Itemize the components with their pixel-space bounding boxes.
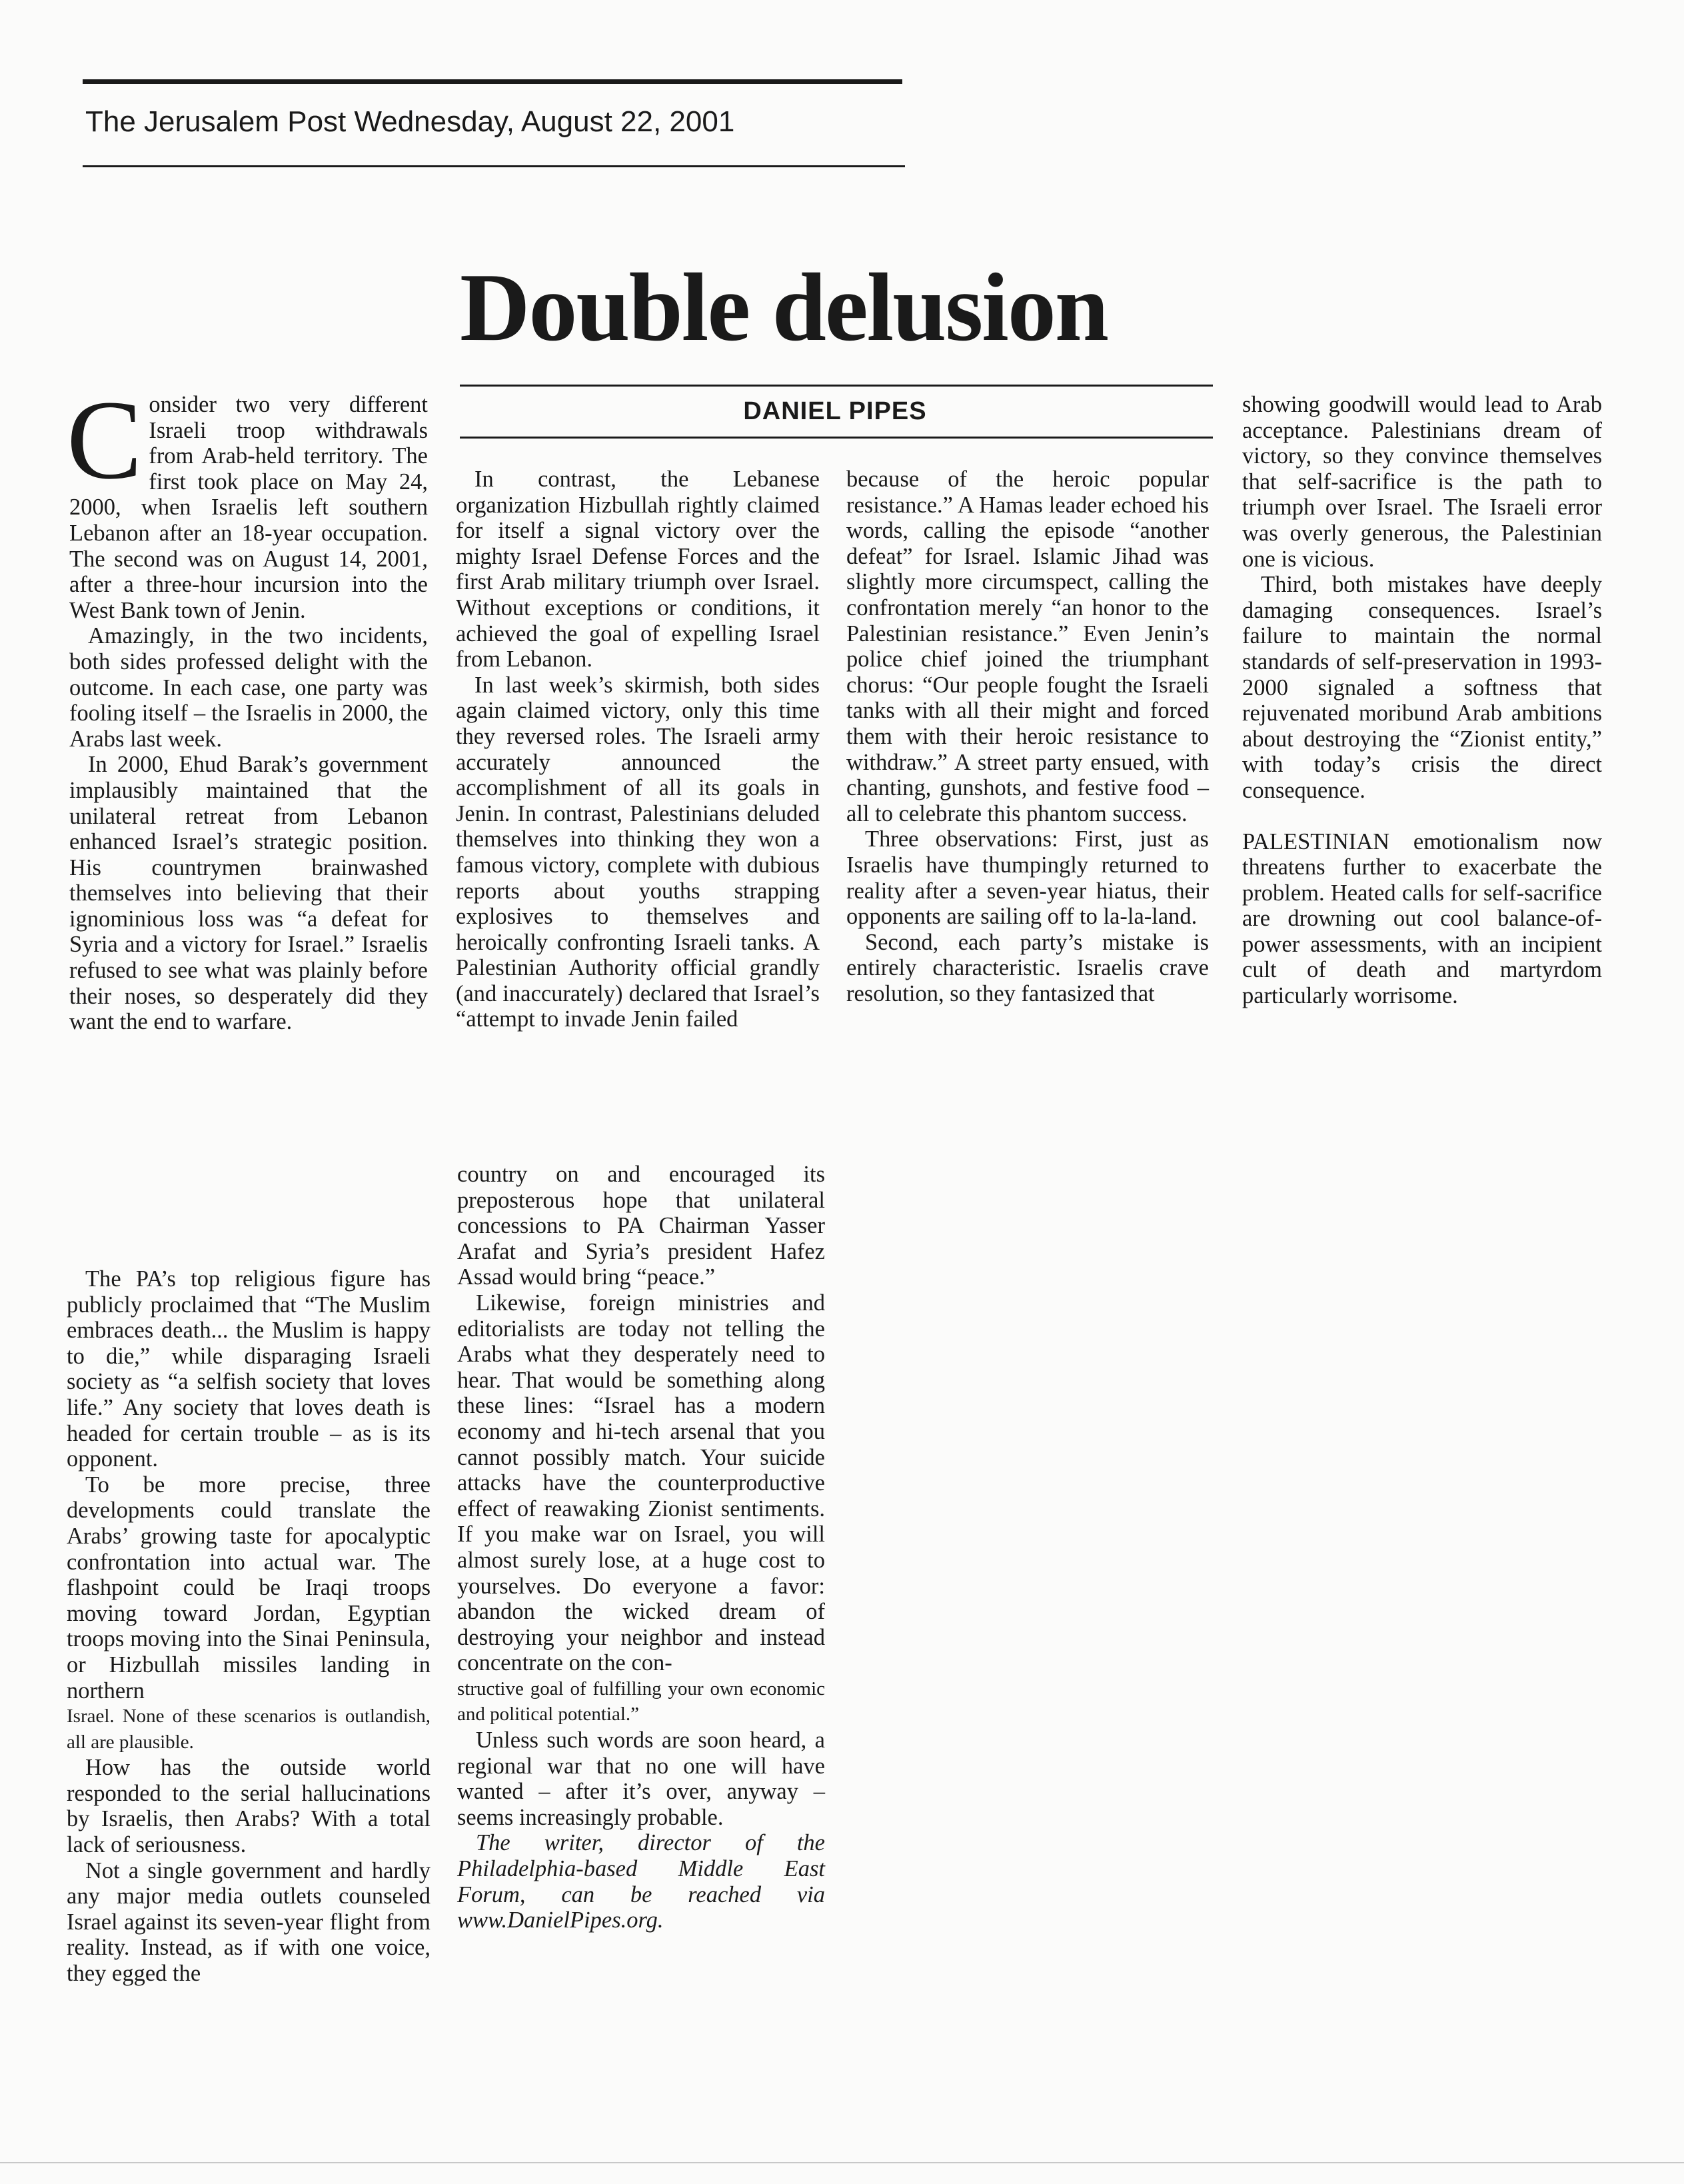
paragraph: How has the outside world responded to the serial hallucinations by Israelis, then Arabs? With a total lack of seriousness. bbox=[67, 1755, 430, 1858]
article-column-3 bbox=[846, 467, 1209, 1006]
paragraph: In last week’s skirmish, both sides again claimed victory, only this time they reversed roles. The Israeli army accurately announced the accomplishment of all its goals in Jenin. In contrast, Palestinians deluded themselves into thinking they won a famous victory, complete with dubious reports about youths strapping explosives to themselves and heroically confronting Israeli tanks. A Palestinian Authority official grandly (and inaccurately) declared that Israel’s “attempt to invade Jenin failed bbox=[456, 672, 820, 1032]
article-column-2 bbox=[456, 467, 820, 1032]
paragraph: country on and encouraged its preposterous hope that unilateral concessions to PA Chairman Yasser Arafat and Syria’s president Hafez Assad would bring “peace.” bbox=[457, 1162, 825, 1290]
paragraph: Likewise, foreign ministries and editorialists are today not telling the Arabs what they desperately need to hear. That would be something along these lines: “Israel has a modern economy and hi-tech arsenal that you cannot possibly match. Your suicide attacks have the counterproductive effect of reawaking Zionist sentiments. If you make war on Israel, you will almost surely lose, at a huge cost to yourselves. Do everyone a favor: abandon the wicked dream of destroying your neighbor and instead concentrate on the con- bbox=[457, 1290, 825, 1676]
masthead-top-rule bbox=[83, 79, 902, 84]
page-bottom-rule bbox=[0, 2162, 1684, 2163]
masthead-dateline: The Jerusalem Post Wednesday, August 22, 2001 bbox=[85, 105, 735, 138]
byline-top-rule bbox=[460, 385, 1213, 387]
paragraph: because of the heroic popular resistance.” A Hamas leader echoed his words, calling the episode “another defeat” for Israel. Islamic Jihad was slightly more circumspect, calling the confrontation merely “an honor to the Palestinian resistance.” Even Jenin’s police chief joined the triumphant chorus: “Our people fought the Israeli tanks with all their might and forced them with their heroic resistance to withdraw.” A street party ensued, with chanting, gunshots, and festive food – all to celebrate this phantom success. bbox=[846, 467, 1209, 826]
paragraph: Three observations: First, just as Israelis have thumpingly returned to reality after a seven-year hiatus, their opponents are sailing off to la-la-land. bbox=[846, 826, 1209, 930]
paragraph: Second, each party’s mistake is entirely characteristic. Israelis crave resolution, so they fantasized that bbox=[846, 929, 1209, 1006]
paragraph: Amazingly, in the two incidents, both sides professed delight with the outcome. In each case, one party was fooling itself – the Israelis in 2000, the Arabs last week. bbox=[69, 623, 428, 752]
paragraph: The PA’s top religious figure has publicly proclaimed that “The Muslim embraces death... the Muslim is happy to die,” while disparaging Israeli society as “a selfish society that loves life.” Any society that loves death is headed for certain trouble – as is its opponent. bbox=[67, 1266, 430, 1472]
article-column-1 bbox=[67, 377, 428, 1035]
paragraph: In contrast, the Lebanese organization Hizbullah rightly claimed for itself a signal victory over the mighty Israel Defense Forces and the first Arab military triumph over Israel. Without exceptions or conditions, it achieved the goal of expelling Israel from Lebanon. bbox=[456, 467, 820, 672]
paragraph: In 2000, Ehud Barak’s government implausibly maintained that the unilateral retreat from Lebanon enhanced Israel’s strategic position. His countrymen brainwashed themselves into believing that their ignominious loss was “a defeat for Syria and a victory for Israel.” Israelis refused to see what was plainly before their noses, so desperately did they want the end to warfare. bbox=[69, 752, 428, 1035]
paragraph: Not a single government and hardly any major media outlets counseled Israel against its seven-year flight from reality. Instead, as if with one voice, they egged the bbox=[67, 1857, 430, 1987]
paragraph: Third, both mistakes have deeply damaging consequences. Israel’s failure to maintain the normal standards of self-preservation in 1993-2000 signaled a softness that rejuvenated moribund Arab ambitions about destroying the “Zionist entity,” with today’s crisis the direct consequence. bbox=[1242, 572, 1602, 803]
paragraph: Unless such words are soon heard, a regional war that no one will have wanted – after it’s over, anyway – seems increasingly probable. bbox=[457, 1727, 825, 1830]
drop-cap: C bbox=[67, 377, 143, 503]
paragraph: Consider two very different Israeli troop withdrawals from Arab-held territory. The first took place on May 24, 2000, when Israelis left southern Lebanon after an 18-year occupation. The second was on August 14, 2001, after a three-hour incursion into the West Bank town of Jenin. bbox=[67, 377, 428, 623]
paragraph: PALESTINIAN emotionalism now threatens further to exacerbate the problem. Heated calls for self-sacrifice are drowning out cool balance-of-power assessments, with an incipient cult of death and martyrdom particularly worrisome. bbox=[1242, 828, 1602, 1009]
headline: Double delusion bbox=[460, 253, 1108, 361]
article-column-4 bbox=[1242, 392, 1602, 1009]
paragraph: Israel. None of these scenarios is outlandish, all are plausible. bbox=[67, 1705, 430, 1753]
byline-bottom-rule bbox=[460, 437, 1213, 439]
article-column-5 bbox=[67, 1266, 430, 1987]
paragraph: structive goal of fulfilling your own economic and political potential.” bbox=[457, 1677, 825, 1725]
byline: DANIEL PIPES bbox=[743, 397, 927, 425]
paragraph: showing goodwill would lead to Arab acceptance. Palestinians dream of victory, so they convince themselves that self-sacrifice is the path to triumph over Israel. The Israeli error was overly generous, the Palestinian one is vicious. bbox=[1242, 392, 1602, 572]
article-column-6 bbox=[457, 1162, 825, 1933]
author-credit: The writer, director of the Philadelphia-based Middle East Forum, can be reached via www.DanielPipes.org. bbox=[457, 1830, 825, 1933]
paragraph: To be more precise, three developments could translate the Arabs’ growing taste for apocalyptic confrontation into actual war. The flashpoint could be Iraqi troops moving toward Jordan, Egyptian troops moving into the Sinai Peninsula, or Hizbullah missiles landing in northern bbox=[67, 1472, 430, 1703]
masthead-bottom-rule bbox=[83, 165, 905, 167]
